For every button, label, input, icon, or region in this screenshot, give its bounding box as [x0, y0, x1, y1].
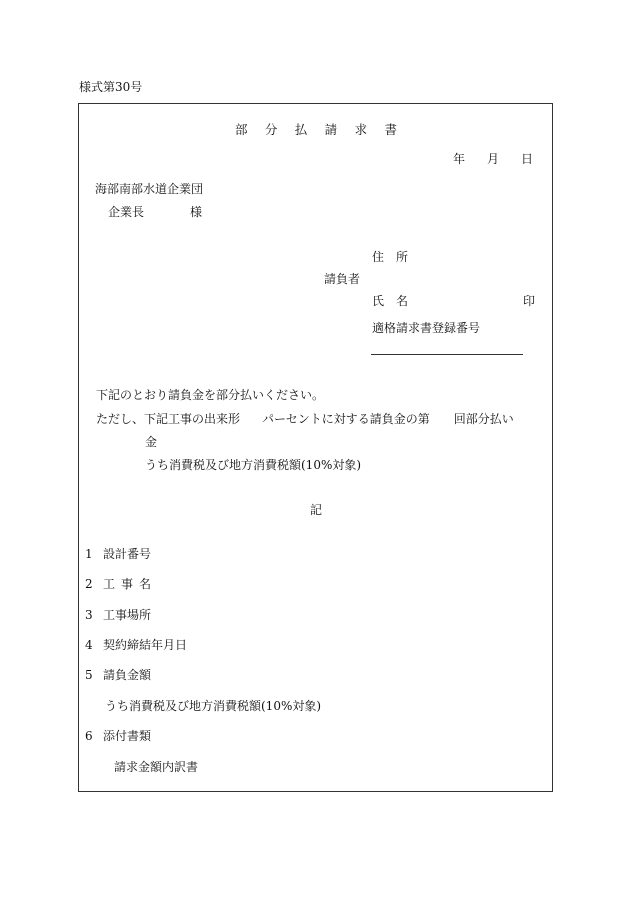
date-year: 年 — [453, 152, 466, 166]
date-month: 月 — [486, 152, 499, 166]
address-label — [372, 251, 408, 263]
addressee-honorific: 様 — [190, 205, 203, 219]
proviso-line — [96, 413, 514, 425]
item-label-work-name: 工事名 — [103, 577, 158, 591]
seal-mark: 印 — [523, 294, 536, 308]
date-day: 日 — [520, 152, 533, 166]
item-number: 1 — [85, 547, 93, 561]
title-char: 請 — [324, 122, 338, 137]
request-sentence: 下記のとおり請負金を部分払いください。 — [96, 388, 325, 402]
contractor-label: 請負者 — [324, 272, 361, 286]
item-sub-breakdown: 請求金額内訳書 — [114, 760, 199, 774]
title-char: 求 — [354, 122, 368, 137]
item-label-work-location: 工事場所 — [103, 608, 152, 622]
proviso-part3: 回部分払い — [453, 412, 514, 426]
date-line — [453, 153, 533, 165]
item-label-design-number: 設計番号 — [103, 547, 152, 561]
title-char: 分 — [264, 122, 278, 137]
document-title — [235, 124, 397, 137]
title-char: 書 — [384, 122, 397, 137]
item-label-attachments: 添付書類 — [103, 729, 152, 743]
address-label-char: 所 — [395, 250, 408, 264]
item-number: 4 — [85, 638, 93, 652]
ki-heading: 記 — [310, 503, 323, 517]
item-number: 2 — [85, 577, 93, 591]
item-label-contract-amount: 請負金額 — [103, 668, 152, 682]
item-number: 3 — [85, 608, 93, 622]
registration-number-underline — [371, 354, 523, 355]
addressee-title: 企業長 — [108, 205, 145, 219]
item-number: 6 — [85, 729, 93, 743]
name-label-char: 名 — [395, 294, 408, 308]
name-label-char: 氏 — [372, 294, 385, 308]
title-char: 払 — [294, 122, 308, 137]
tax-amount-label: うち消費税及び地方消費税額(10%対象) — [145, 458, 362, 472]
address-label-char: 住 — [372, 250, 385, 264]
title-char: 部 — [235, 122, 248, 137]
name-label — [372, 295, 408, 307]
amount-label: 金 — [145, 435, 158, 449]
item-number: 5 — [85, 668, 93, 682]
form-number: 様式第30号 — [79, 80, 143, 94]
item-label-contract-date: 契約締結年月日 — [103, 638, 188, 652]
item-sub-tax-amount: うち消費税及び地方消費税額(10%対象) — [105, 699, 322, 713]
proviso-part1: ただし、下記工事の出来形 — [96, 412, 241, 426]
proviso-part2: パーセントに対する請負金の第 — [262, 412, 430, 426]
registration-number-label: 適格請求書登録番号 — [372, 321, 481, 335]
addressee-organization: 海部南部水道企業団 — [95, 182, 204, 196]
